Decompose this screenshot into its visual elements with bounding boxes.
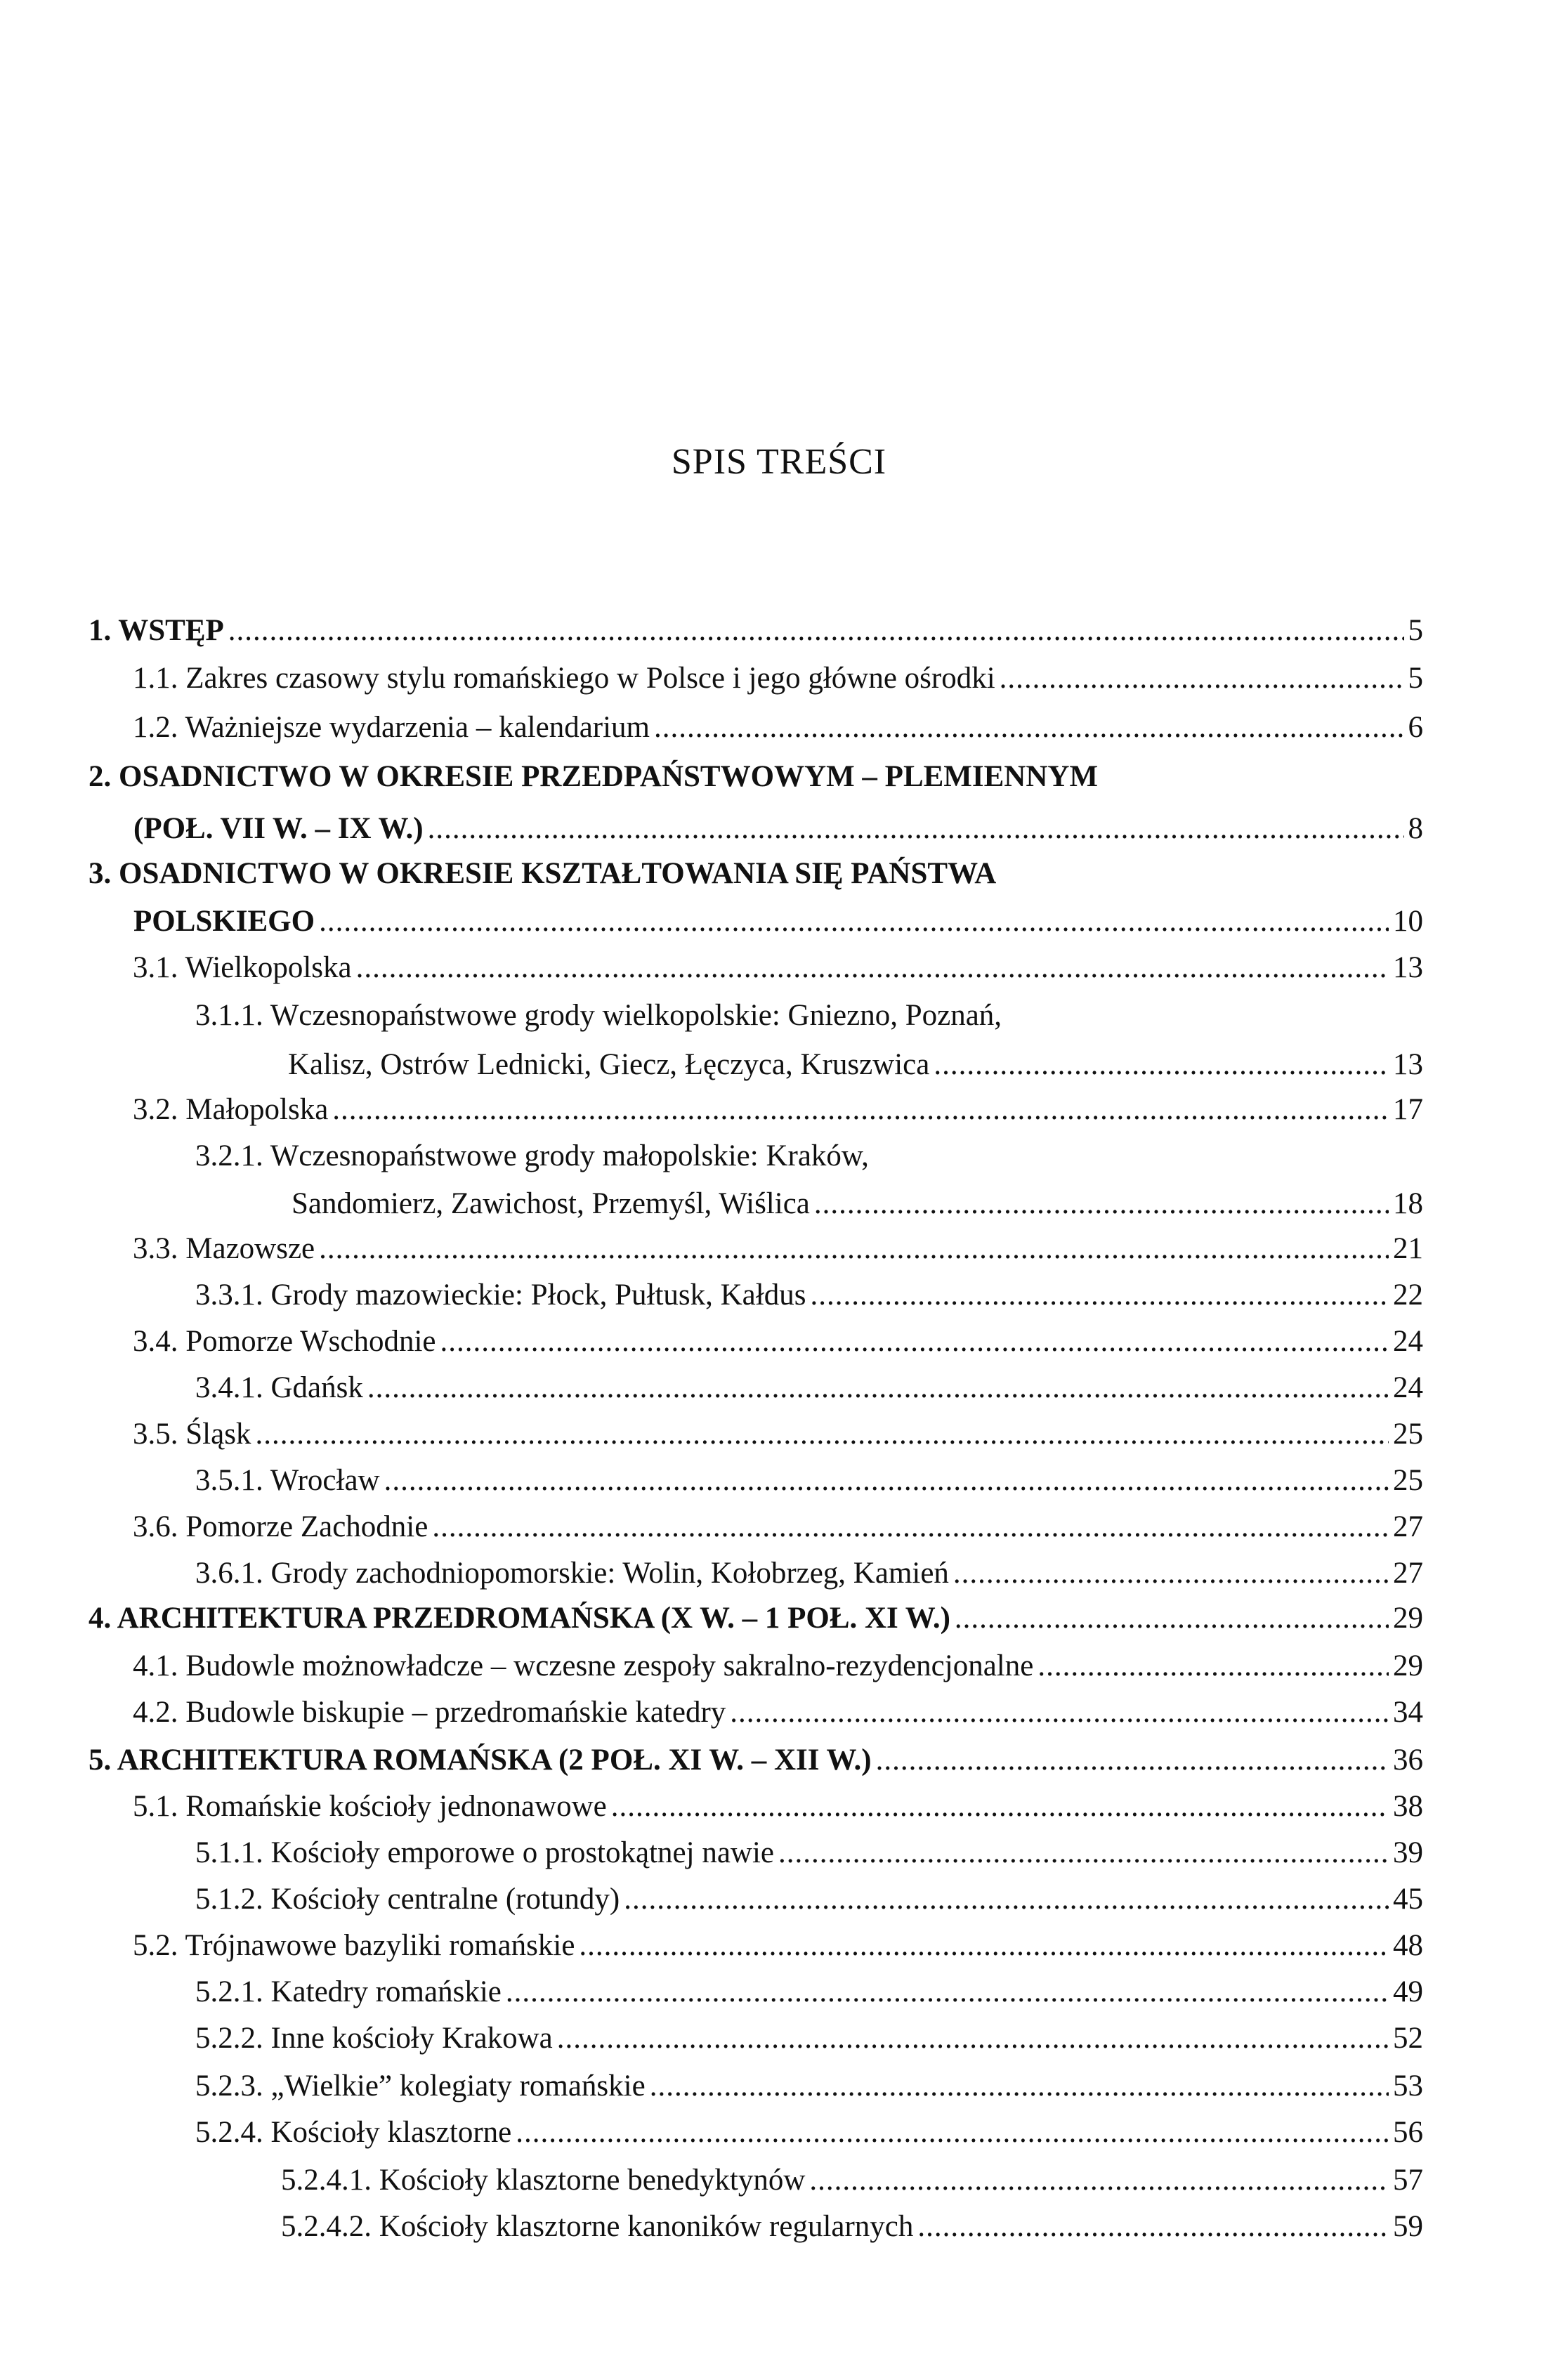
toc-entry-label: 5.2.4. Kościoły klasztorne (195, 2116, 512, 2149)
toc-entry (195, 1368, 1423, 1408)
toc-entry-label: (POŁ. VII W. – IX W.) (133, 812, 424, 845)
leader-dots (432, 1508, 1389, 1547)
toc-entry (133, 1508, 1423, 1547)
toc-entry-label: 1.2. Ważniejsze wydarzenia – kalendarium (133, 711, 650, 744)
toc-entry-page: 52 (1393, 2022, 1423, 2055)
leader-dots (579, 1926, 1389, 1966)
toc-entry-label: POLSKIEGO (133, 905, 315, 938)
toc-entry-label: 5.2.3. „Wielkie” kolegiaty romańskie (195, 2070, 646, 2103)
leader-dots (228, 611, 1404, 650)
toc-entry (133, 1090, 1423, 1130)
leader-dots (654, 708, 1404, 747)
toc-entry-page: 53 (1393, 2070, 1423, 2103)
toc-entry-label: 3.6.1. Grody zachodniopomorskie: Wolin, Kołobrzeg, Kamień (195, 1557, 949, 1590)
leader-dots (319, 902, 1389, 941)
toc-entry-label: 5.1. Romańskie kościoły jednonawowe (133, 1790, 607, 1823)
toc-entry (195, 1973, 1423, 2012)
toc-entry-page: 48 (1393, 1929, 1423, 1962)
toc-entry (288, 1045, 1423, 1085)
toc-entry (195, 2019, 1423, 2058)
toc-entry-label: 5.2.4.1. Kościoły klasztorne benedyktynów (281, 2164, 806, 2197)
toc-entry (195, 1833, 1423, 1873)
leader-dots (650, 2067, 1389, 2106)
leader-dots (557, 2019, 1389, 2058)
toc-entry-label: 3. OSADNICTWO W OKRESIE KSZTAŁTOWANIA SIĘ PAŃSTWA (89, 857, 997, 890)
leader-dots (506, 1973, 1389, 2012)
toc-entry (133, 809, 1423, 849)
toc-entry-page: 25 (1393, 1418, 1423, 1451)
leader-dots (934, 1045, 1389, 1085)
toc-entry (133, 1322, 1423, 1361)
toc-entry-label: 3.3. Mazowsze (133, 1232, 315, 1265)
toc-entry (195, 1137, 869, 1176)
toc-entry (195, 1880, 1423, 1919)
toc-entry-label: 3.2.1. Wczesnopaństwowe grody małopolskie: Kraków, (195, 1139, 869, 1172)
leader-dots (611, 1787, 1389, 1826)
page-title: SPIS TREŚCI (671, 442, 887, 482)
toc-entry (89, 854, 996, 894)
toc-entry-page: 13 (1393, 1048, 1423, 1081)
toc-entry-label: 5.1.2. Kościoły centralne (rotundy) (195, 1883, 620, 1916)
toc-entry-label: 3.2. Małopolska (133, 1093, 329, 1126)
leader-dots (917, 2207, 1389, 2247)
toc-entry-page: 24 (1393, 1371, 1423, 1404)
toc-entry-page: 22 (1393, 1279, 1423, 1312)
leader-dots (356, 948, 1389, 988)
toc-entry (133, 902, 1423, 941)
leader-dots (876, 1741, 1389, 1780)
leader-dots (384, 1461, 1389, 1500)
leader-dots (778, 1833, 1389, 1873)
leader-dots (440, 1322, 1389, 1361)
toc-entry-label: Sandomierz, Zawichost, Przemyśl, Wiślica (292, 1187, 810, 1220)
toc-entry-label: 4.1. Budowle możnowładcze – wczesne zespoły sakralno-rezydencjonalne (133, 1649, 1034, 1682)
leader-dots (255, 1415, 1389, 1454)
toc-entry (133, 708, 1423, 747)
toc-entry-label: 5.2.2. Inne kościoły Krakowa (195, 2022, 553, 2055)
toc-entry-page: 38 (1393, 1790, 1423, 1823)
toc-entry (89, 1741, 1423, 1780)
toc-entry-label: 3.6. Pomorze Zachodnie (133, 1510, 428, 1543)
toc-entry-label: 5.2.1. Katedry romańskie (195, 1975, 502, 2008)
leader-dots (516, 2113, 1389, 2152)
toc-entry (133, 1415, 1423, 1454)
toc-entry (133, 948, 1423, 988)
toc-entry (195, 1276, 1423, 1315)
toc-entry-page: 49 (1393, 1975, 1423, 2008)
toc-entry (133, 659, 1423, 698)
leader-dots (810, 1276, 1389, 1315)
toc-entry-label: 3.4. Pomorze Wschodnie (133, 1325, 436, 1358)
leader-dots (319, 1229, 1389, 1269)
toc-entry-label: 3.3.1. Grody mazowieckie: Płock, Pułtusk, Kałdus (195, 1279, 806, 1312)
toc-entry (195, 1461, 1423, 1500)
toc-entry-page: 6 (1408, 711, 1423, 744)
leader-dots (814, 1184, 1389, 1224)
toc-entry-page: 17 (1393, 1093, 1423, 1126)
toc-entry-page: 29 (1393, 1649, 1423, 1682)
toc-entry (281, 2161, 1423, 2200)
toc-entry-page: 21 (1393, 1232, 1423, 1265)
toc-entry (133, 1229, 1423, 1269)
leader-dots (332, 1090, 1389, 1130)
leader-dots (953, 1554, 1389, 1593)
toc-entry (292, 1184, 1423, 1224)
toc-entry-page: 24 (1393, 1325, 1423, 1358)
toc-entry-label: 3.1. Wielkopolska (133, 951, 352, 984)
toc-entry (281, 2207, 1423, 2247)
toc-entry-label: 1. WSTĘP (89, 614, 224, 647)
leader-dots (428, 809, 1404, 849)
toc-entry-label: 3.1.1. Wczesnopaństwowe grody wielkopolskie: Gniezno, Poznań, (195, 999, 1002, 1032)
toc-entry-page: 59 (1393, 2210, 1423, 2243)
toc-entry-page: 57 (1393, 2164, 1423, 2197)
toc-entry (133, 1647, 1423, 1686)
toc-entry-page: 45 (1393, 1883, 1423, 1916)
toc-entry (195, 2067, 1423, 2106)
toc-entry (133, 1693, 1423, 1732)
toc-entry-label: Kalisz, Ostrów Lednicki, Giecz, Łęczyca, Kruszwica (288, 1048, 930, 1081)
toc-entry-page: 27 (1393, 1557, 1423, 1590)
toc-entry (195, 1554, 1423, 1593)
toc-entry-label: 4. ARCHITEKTURA PRZEDROMAŃSKA (X W. – 1 POŁ. XI W.) (89, 1602, 950, 1635)
toc-entry-page: 18 (1393, 1187, 1423, 1220)
toc-entry-page: 39 (1393, 1836, 1423, 1869)
toc-entry-page: 56 (1393, 2116, 1423, 2149)
leader-dots (809, 2161, 1389, 2200)
toc-entry-label: 5. ARCHITEKTURA ROMAŃSKA (2 POŁ. XI W. – XII W.) (89, 1744, 872, 1777)
toc-entry-label: 2. OSADNICTWO W OKRESIE PRZEDPAŃSTWOWYM – PLEMIENNYM (89, 760, 1099, 793)
toc-entry (195, 996, 1002, 1035)
toc-entry (133, 1926, 1423, 1966)
leader-dots (624, 1880, 1389, 1919)
leader-dots (367, 1368, 1389, 1408)
toc-entry (89, 1599, 1423, 1638)
leader-dots (955, 1599, 1389, 1638)
toc-entry-page: 5 (1408, 662, 1423, 695)
toc-entry-label: 4.2. Budowle biskupie – przedromańskie katedry (133, 1696, 726, 1729)
toc-entry-label: 5.1.1. Kościoły emporowe o prostokątnej nawie (195, 1836, 774, 1869)
leader-dots (730, 1693, 1389, 1732)
leader-dots (1037, 1647, 1389, 1686)
toc-entry-page: 29 (1393, 1602, 1423, 1635)
toc-entry-page: 27 (1393, 1510, 1423, 1543)
toc-entry-page: 10 (1393, 905, 1423, 938)
toc-entry-page: 36 (1393, 1744, 1423, 1777)
toc-entry-label: 3.5.1. Wrocław (195, 1464, 380, 1497)
toc-entry-page: 25 (1393, 1464, 1423, 1497)
leader-dots (1000, 659, 1404, 698)
toc-entry-label: 3.4.1. Gdańsk (195, 1371, 363, 1404)
toc-entry (89, 757, 1098, 797)
toc-entry-page: 13 (1393, 951, 1423, 984)
toc-entry-page: 8 (1408, 812, 1423, 845)
toc-entry-page: 5 (1408, 614, 1423, 647)
toc-entry-label: 5.2.4.2. Kościoły klasztorne kanoników regularnych (281, 2210, 914, 2243)
toc-entry-label: 3.5. Śląsk (133, 1418, 251, 1451)
toc-entry-label: 5.2. Trójnawowe bazyliki romańskie (133, 1929, 575, 1962)
toc-entry (195, 2113, 1423, 2152)
toc-entry-page: 34 (1393, 1696, 1423, 1729)
toc-entry-label: 1.1. Zakres czasowy stylu romańskiego w Polsce i jego główne ośrodki (133, 662, 995, 695)
toc-entry (89, 611, 1423, 650)
toc-entry (133, 1787, 1423, 1826)
